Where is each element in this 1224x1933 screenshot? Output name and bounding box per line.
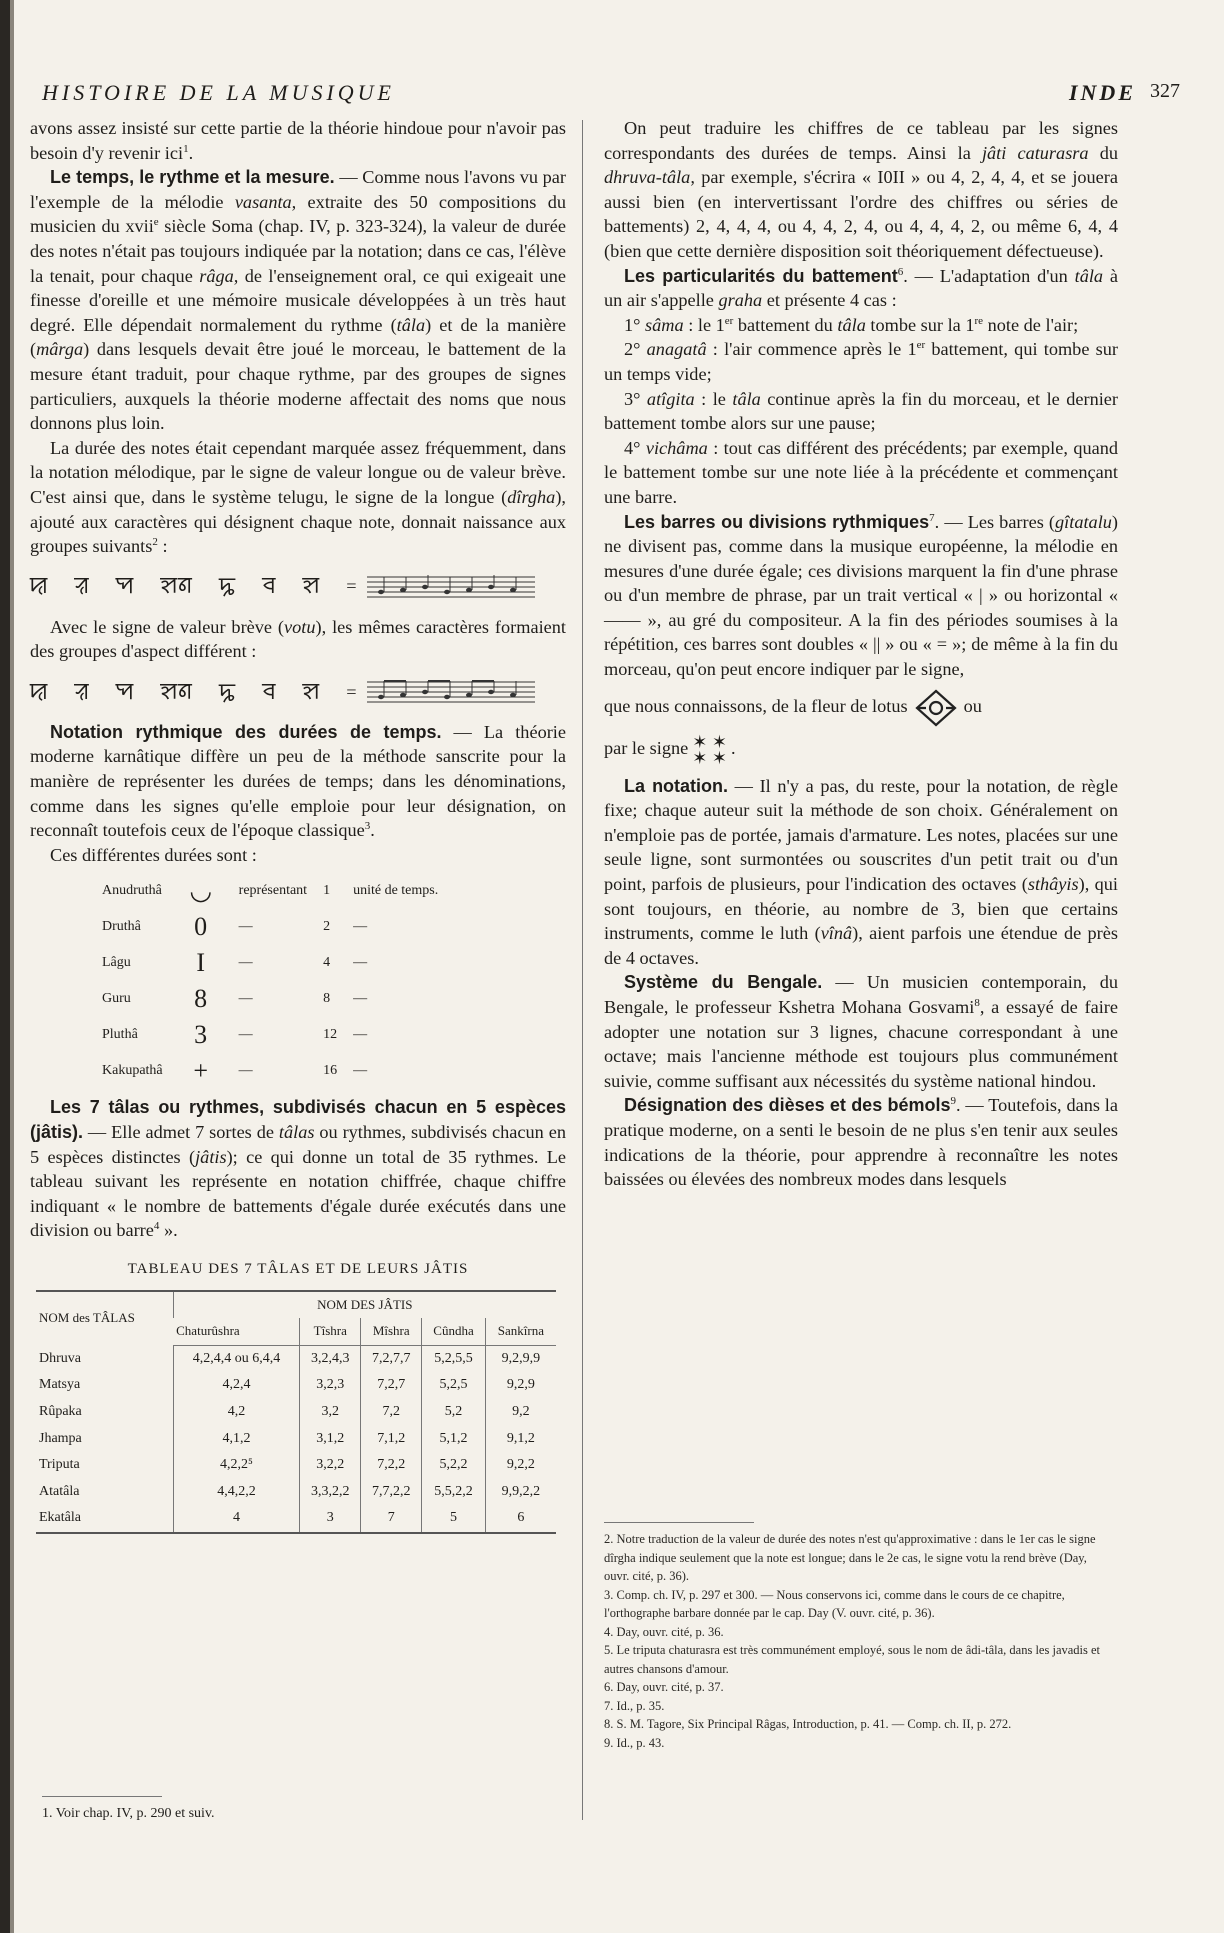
duration-dash: — [238,1027,253,1043]
case-item: 3° atîgita : le tâla continue après la fin du morceau, et le dernier battement tombe alors sur une pause; [604,388,1118,434]
table-cell: 9,2,9 [485,1372,556,1399]
table-cell: 4,4,2,2 [173,1479,300,1506]
duration-sym: I [196,948,205,978]
footnote: 1. Voir chap. IV, p. 290 et suiv. [42,1806,215,1821]
table-cell: 5,5,2,2 [422,1479,486,1506]
duration-row [94,909,446,945]
table-header-group: NOM DES JÂTIS [173,1291,556,1319]
case-item: 2° anagatâ : l'air commence après le 1er battement, qui tombe sur un temps vide; [604,339,1118,384]
duration-name: Druthâ [102,919,141,935]
paragraph-temps: Le temps, le rythme et la mesure. — Comme nous l'avons vu par l'exemple de la mélodie vasanta, extraite des 50 compositions du musicien du xvii$^e$ siècle Soma (chap. IV, p. 323-324), la valeur de durée des notes n'était pas toujours indiquée par la notation; dans ce cas, l'élève la tenait, pour chaque râga, de l'enseignement oral, ce qui exigeait une finesse d'oreille et une mémoire musicale développées à un très haut degré. Elle dépendait normalement du rythme (tâla) et de la manière (mârga) dans lesquels devait être joué le morceau, le battement de la mesure étant traduit, pour chaque rythme, par des groupes de signes particuliers, auxquels la théorie moderne affectait des noms que nous donnons plus loin. [30,167,566,434]
telugu-glyph: ꠟ [74,573,90,599]
table-cell: 5,1,2 [422,1426,486,1453]
table-cell: 3,3,2,2 [300,1479,361,1506]
right-column [604,116,1118,1192]
section-heading: Les particularités du battement [624,265,898,286]
telugu-glyph: ꠡꠘ [160,678,194,704]
table-title: TABLEAU DES 7 TÂLAS ET DE LEURS JÂTIS [127,1261,469,1277]
section-heading: La notation. [624,775,729,796]
footnote: 3. Comp. ch. IV, p. 297 et 300. — Nous conservons ici, comme dans le cours de ce chapitre, l'orthographe barbare donnée par le cap. Day (V. ouvr. cité, p. 36). [604,1587,1065,1620]
paragraph: avons assez insisté sur cette partie de la théorie hindoue pour n'avoir pas besoin d'y revenir ici$^1$. [30,118,566,163]
footnote: 2. Notre traduction de la valeur de durée des notes n'est qu'approximative : dans le 1er cas le signe dîrgha indique seulement que la note est longue; dans le 2e cas, le signe votu la rend brève (Day, ouvr. cité, p. 36). [604,1532,1096,1583]
running-header [42,80,1180,110]
telugu-short-notation [30,672,566,712]
duration-row [94,981,446,1017]
paragraph-stars: par le signe ✶ ✶ ✶ ✶ . [604,731,736,768]
telugu-glyph: ꠗ [115,573,135,599]
paragraph-duree: La durée des notes était cependant marquée assez fréquemment, dans la notation mélodique, par le signe de valeur longue ou de valeur brève. C'est ainsi que, dans le système telugu, le signe de la longue (dîrgha), ajouté aux caractères qui désignent chaque note, donnait naissance aux groupes suivants$^2$ : [30,437,566,557]
jati-column-header: Tîshra [300,1318,361,1345]
equals-sign: = [346,681,357,702]
telugu-glyph: ꠟ [74,678,90,704]
footnote: 8. S. M. Tagore, Six Principal Râgas, Introduction, p. 41. — Comp. ch. II, p. 272. [604,1717,1012,1731]
duration-name: Anudruthâ [102,883,162,899]
paragraph-dieses: Désignation des dièses et des bémols$^9$. — Toutefois, dans la pratique moderne, on a senti le besoin de ne plus s'en tenir aux seules indications de la théorie, pour apprendre à reconnaître les notes baissées ou élevées des nombreux modes dans lesquels [604,1095,1118,1190]
telugu-long-notation [30,567,566,607]
page-number: 327 [1150,80,1180,102]
paragraph-breve: Avec le signe de valeur brève (votu), les mêmes caractères formaient des groupes d'aspect différent : [30,616,566,662]
paragraph-battement: Les particularités du battement$^6$. — L'adaptation d'un tâla à un air s'appelle graha et présente 4 cas : [604,265,1118,311]
tala-name: Dhruva [39,1350,81,1366]
table-cell: 9,1,2 [485,1426,556,1453]
music-staff-short [367,679,535,705]
music-staff-long [367,574,535,600]
table-cell: 4,2,4,4 ou 6,4,4 [173,1345,300,1372]
footnote: 5. Le triputa chaturasra est très communément employé, sous le nom de âdi-tâla, dans les javadis et autres chansons d'amour. [604,1643,1101,1676]
lotus-icon [914,688,958,728]
telugu-glyph: ꠢ [30,678,49,704]
duration-dash: — [238,955,253,971]
table-row [36,1345,556,1372]
section-heading: Notation rythmique des durées de temps. [50,721,442,742]
telugu-glyph: ꠍ [219,678,237,704]
paragraph: Ces différentes durées sont : [50,844,257,865]
table-row [36,1505,556,1533]
column-rule [582,120,583,1820]
table-cell: 7,2,7,7 [361,1345,422,1372]
duration-row [94,1053,446,1089]
talas-table [36,1290,556,1534]
jati-column-header: Sankîrna [485,1318,556,1345]
duration-val: 8 [323,991,331,1007]
paragraph-bengale: Système du Bengale. — Un musicien contemporain, du Bengale, le professeur Kshetra Mohana Gosvami$^8$, a essayé de faire adopter une notation sur 3 lignes, chacune correspondant à une octave; mais l'ancienne méthode est toujours plus communément suivie, comme suffisant aux nécessités du système national hindou. [604,972,1118,1091]
duration-row [94,945,446,981]
paragraph-barres: Les barres ou divisions rythmiques$^7$. — Les barres (gîtatalu) ne divisent pas, comme dans la musique européenne, la mélodie en mesures d'une durée égale; ces divisions marquent la fin d'une phrase ou d'un membre de phrase, par un trait vertical « | » ou horizontal « —— », au gré du compositeur. A la fin des périodes soumises à la répétition, ces barres sont doubles « || » ou « = »; de même à la fin du morceau, qu'on peut encore indiquer par le signe, [604,511,1119,680]
section-heading: Les barres ou divisions rythmiques [624,511,930,532]
equals-sign: = [346,576,357,597]
footnote: 9. Id., p. 43. [604,1735,665,1750]
duration-name: Guru [102,991,131,1007]
table-cell: 5,2,5 [422,1372,486,1399]
table-cell: 4,2,4 [173,1372,300,1399]
table-cell: 7,7,2,2 [361,1479,422,1506]
jati-column-header: Mîshra [361,1318,422,1345]
table-cell: 4,2 [173,1399,300,1426]
footnote-rule [42,1796,162,1797]
section-title: INDE [1068,80,1136,105]
tala-name: Ekatâla [39,1510,81,1526]
table-cell: 4,1,2 [173,1426,300,1453]
table-cell: 3,1,2 [300,1426,361,1453]
duration-name: Kakupathâ [102,1063,163,1079]
tala-name: Triputa [39,1457,80,1473]
durations-table [94,873,446,1089]
table-cell: 5 [422,1505,486,1533]
table-header-left: NOM des TÂLAS [39,1310,135,1326]
duration-tail: — [353,1027,368,1043]
table-row [36,1426,556,1453]
footnote: 7. Id., p. 35. [604,1698,665,1713]
table-cell: 5,2 [422,1399,486,1426]
duration-tail: — [353,955,368,971]
duration-val: 2 [323,919,331,935]
duration-tail: — [353,919,368,935]
tala-name: Rûpaka [39,1403,82,1419]
duration-val: 4 [323,955,331,971]
paragraph-notation: La notation. — Il n'y a pas, du reste, pour la notation, de règle fixe; chaque auteur suit la méthode de son choix. Généralement on n'emploie pas de portée, jamais d'armature. Les notes, placées sur une seule ligne, sont surmontées ou souscrites d'un petit trait ou d'un point, parfois de plusieurs, pour l'indication des octaves (sthâyis), qui sont toujours, en théorie, au nombre de 3, bien que certains instruments, comme le luth (vînâ), aient parfois une étendue de près de 4 octaves. [604,775,1118,968]
footnotes [604,1530,1114,1752]
tala-name: Matsya [39,1377,81,1393]
duration-dash: — [238,991,253,1007]
duration-sym: 3 [194,1020,208,1050]
duration-tail: unité de temps. [353,883,439,899]
paragraph-notation-rythmique: Notation rythmique des durées de temps. — La théorie moderne karnâtique diffère un peu de la méthode sanscrite pour la manière de représenter les durées de temps; dans les dénominations, comme dans les signes qu'elle emploie pour leur désignation, on reconnaît toutefois ceux de l'époque classique$^3$. [30,721,566,841]
page-binding-edge [0,0,10,1933]
left-column [30,116,566,1534]
tala-name: Jhampa [39,1430,82,1446]
table-row [36,1452,556,1479]
table-cell: 3 [300,1505,361,1533]
telugu-glyph: ꠍ [219,573,237,599]
table-cell: 3,2,3 [300,1372,361,1399]
table-cell: 9,9,2,2 [485,1479,556,1506]
duration-tail: — [353,991,368,1007]
case-item: 1° sâma : le 1er battement du tâla tombe sur la 1re note de l'air; [624,314,1079,335]
table-cell: 7,2,7 [361,1372,422,1399]
jati-column-header: Chaturûshra [173,1318,300,1345]
duration-dash: — [238,1063,253,1079]
telugu-glyph: ꠢ [30,573,49,599]
duration-row [94,873,446,909]
section-heading: Les 7 tâlas ou rythmes, subdivisés chacun en 5 espèces (jâtis). [30,1097,566,1143]
duration-name: Lâgu [102,955,131,971]
tala-name: Atatâla [39,1483,80,1499]
table-cell: 6 [485,1505,556,1533]
telugu-glyph: ꠡ [302,573,321,599]
table-cell: 4 [173,1505,300,1533]
duration-sym: 8 [194,984,208,1014]
duration-val: 12 [323,1027,338,1043]
table-cell: 7,2,2 [361,1452,422,1479]
table-cell: 3,2,4,3 [300,1345,361,1372]
stars-icon: ✶ ✶ ✶ ✶ [692,731,727,768]
table-cell: 4,2,2⁵ [173,1452,300,1479]
page-binding-shadow [10,0,14,1933]
section-heading: Système du Bengale. [624,972,823,993]
table-row [36,1372,556,1399]
running-title: HISTOIRE DE LA MUSIQUE [42,80,395,105]
paragraph-lotus: que nous connaissons, de la fleur de lotus ou [604,688,1118,728]
paragraph-traduction: On peut traduire les chiffres de ce tableau par les signes correspondants des durées de temps. Ainsi la jâti caturasra du dhruva-tâla, par exemple, s'écrira « I0II » ou 4, 2, 4, 4, et se jouera aussi bien (en intervertissant l'ordre des chiffres ou séries de battements) 2, 4, 4, 4, ou 4, 4, 2, 4, ou 4, 4, 4, 2, ou même 6, 4, 4 (bien que cette dernière disposition soit théoriquement défectueuse). [604,118,1118,261]
table-cell: 5,2,2 [422,1452,486,1479]
duration-val: 1 [323,883,331,899]
telugu-glyph: ꠌ [262,573,277,599]
table-cell: 7,2 [361,1399,422,1426]
footnote-rule [604,1522,754,1523]
table-row [36,1479,556,1506]
footnote: 6. Day, ouvr. cité, p. 37. [604,1680,724,1694]
section-heading: Désignation des dièses et des bémols [624,1095,951,1116]
telugu-glyph: ꠡ [302,678,321,704]
telugu-glyph: ꠌ [262,678,277,704]
table-cell: 9,2 [485,1399,556,1426]
table-cell: 7 [361,1505,422,1533]
paragraph-talas: Les 7 tâlas ou rythmes, subdivisés chacun en 5 espèces (jâtis). — Elle admet 7 sortes de tâlas ou rythmes, subdivisés chacun en 5 espèces distinctes (jâtis); ce qui donne un total de 35 rythmes. Le tableau suivant les représente en notation chiffrée, chaque chiffre indiquant « le nombre de battements d'égale durée exécutés dans une division ou barre$^4$ ». [30,1097,567,1241]
footnote: 4. Day, ouvr. cité, p. 36. [604,1624,724,1639]
table-row [36,1399,556,1426]
duration-dash: représentant [238,883,308,899]
duration-sym: 0 [194,912,208,942]
table-cell: 9,2,2 [485,1452,556,1479]
table-cell: 3,2 [300,1399,361,1426]
jati-column-header: Cûndha [422,1318,486,1345]
duration-sym: ◡ [189,876,212,906]
duration-val: 16 [323,1063,338,1079]
duration-tail: — [353,1063,368,1079]
table-cell: 9,2,9,9 [485,1345,556,1372]
telugu-glyph: ꠡꠘ [160,573,194,599]
duration-name: Pluthâ [102,1027,138,1043]
table-cell: 7,1,2 [361,1426,422,1453]
section-heading: Le temps, le rythme et la mesure. [50,167,335,188]
duration-sym: + [193,1056,208,1086]
telugu-glyph: ꠗ [115,678,135,704]
table-cell: 5,2,5,5 [422,1345,486,1372]
duration-row [94,1017,446,1053]
duration-dash: — [238,919,253,935]
case-item: 4° vichâma : tout cas différent des précédents; par exemple, quand le battement tombe sur une note liée à la précédente et commençant une barre. [604,437,1118,507]
table-cell: 3,2,2 [300,1452,361,1479]
